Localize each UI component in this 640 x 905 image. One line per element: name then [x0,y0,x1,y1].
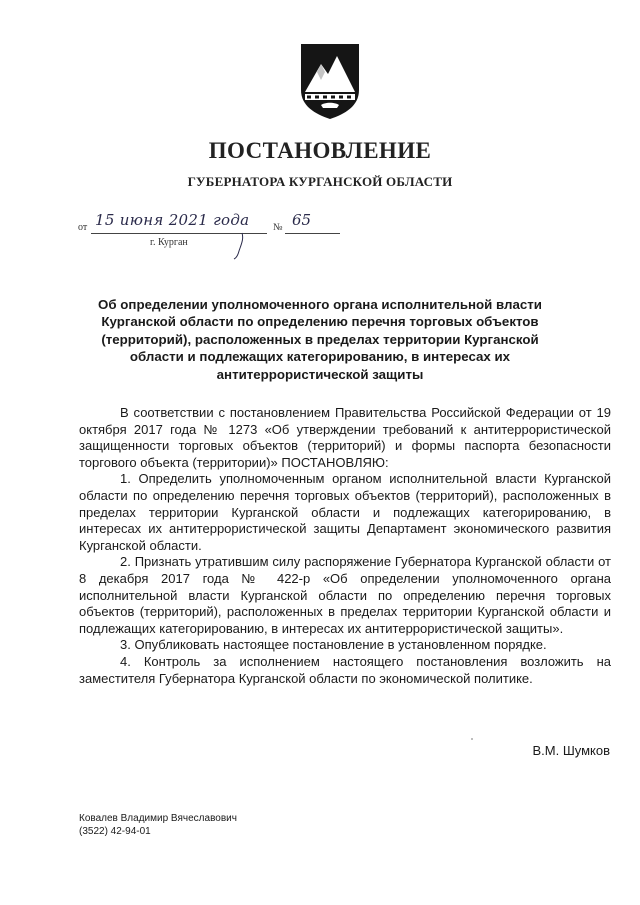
clause-1: 1. Определить уполномоченным органом исполнительной власти Курганской области по определению перечня торговых объектов (территорий), расположенных в пределах территории Курганской области и подлежащих категорированию, в интересах их антитеррористической защиты Департамент экономического развития Курганской области. [79,471,611,553]
document-subtitle: ГУБЕРНАТОРА КУРГАНСКОЙ ОБЛАСТИ [187,174,453,189]
clause-2: 2. Признать утратившим силу распоряжение Губернатора Курганской области от 8 декабря 2017 года № 422-р «Об определении уполномоченного органа исполнительной власти Курганской области по определению перечня торговых объектов (территорий), расположенных в пределах территории Курганской области и подлежащих категорированию, в интересах их антитеррористической защиты». [79,554,611,636]
number-underline [285,233,340,234]
contact-block [79,812,237,838]
preamble-paragraph: В соответствии с постановлением Правительства Российской Федерации от 19 октября 2017 года № 1273 «Об утверждении требований к антитеррористической защищенности торговых объектов (территорий) и формы паспорта безопасности торгового объекта (территории)» ПОСТАНОВЛЯЮ: [79,405,611,470]
date-prefix-label: от [78,222,88,233]
speck-mark [471,738,473,740]
kurgan-coat-of-arms-icon [299,42,361,120]
date-number-line [78,213,358,263]
document-heading: Об определении уполномоченного органа исполнительной власти Курганской области по определению перечня торговых объектов (территорий), расположенных в пределах территории Курганской области и подлежащих категорированию, в интересах их антитеррористической защиты [98,297,542,382]
clause-3: 3. Опубликовать настоящее постановление в установленном порядке. [120,637,547,653]
signatory-name: В.М. Шумков [532,743,610,758]
pen-stroke-mark [230,231,250,261]
city-label: г. Курган [150,237,188,248]
handwritten-number: 65 [292,211,312,229]
contact-name: Ковалев Владимир Вячеславович [79,813,237,824]
contact-phone: (3522) 42-94-01 [79,826,151,837]
document-title: ПОСТАНОВЛЕНИЕ [208,138,432,163]
handwritten-date: 15 июня 2021 года [95,211,250,229]
number-label: № [273,222,283,233]
clause-4: 4. Контроль за исполнением настоящего постановления возложить на заместителя Губернатора Курганской области по экономической политике. [79,653,611,686]
document-body [79,405,611,687]
